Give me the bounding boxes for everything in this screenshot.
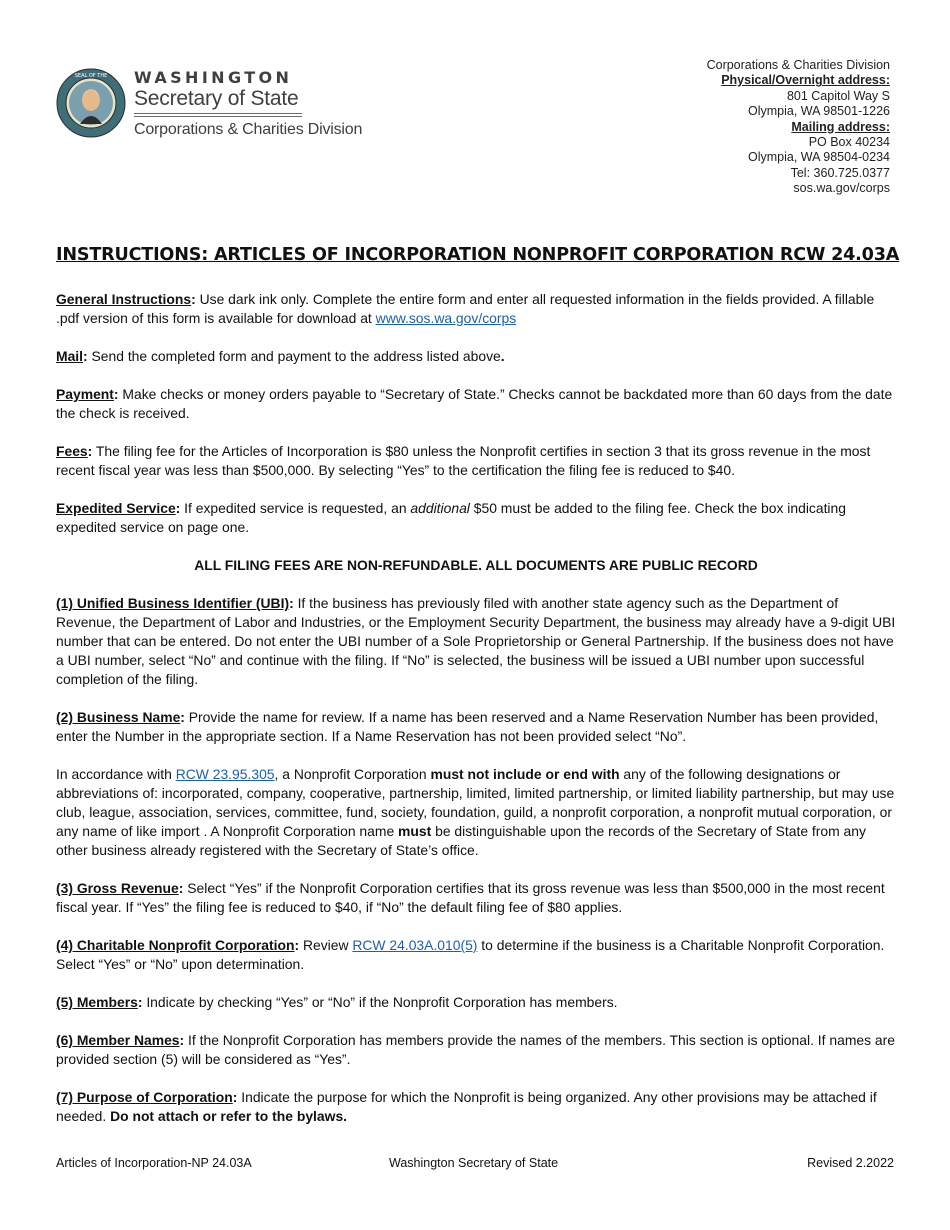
- gross-revenue-instructions: (3) Gross Revenue: Select “Yes” if the Nonprofit Corporation certifies that its gross revenue was less than $500,000 in the most recent fiscal year. If “Yes” the filing fee is reduced to $40, if “No” the default filing fee of $80 applies.: [56, 880, 885, 915]
- logo-line2: Secretary of State: [134, 87, 299, 110]
- mailing-address-label: Mailing address:: [791, 119, 890, 134]
- logo-divider: [134, 116, 302, 117]
- expedited-instructions: Expedited Service: If expedited service is requested, an additional $50 must be added to the filing fee. Check the box indicating expedited service on page one.: [56, 500, 846, 535]
- svg-text:SEAL OF THE: SEAL OF THE: [74, 73, 108, 79]
- website: sos.wa.gov/corps: [793, 181, 890, 196]
- fees-instructions: Fees: The filing fee for the Articles of Incorporation is $80 unless the Nonprofit certifies in section 3 that its gross revenue in the most recent fiscal year was less than $500,000. By selecting “Yes” to the certification the filing fee is reduced to $40.: [56, 443, 871, 478]
- instructions-body: [56, 290, 896, 1145]
- section-label: General Instructions: [56, 291, 192, 307]
- physical-address-line: Olympia, WA 98501-1226: [748, 104, 890, 119]
- logo-line3: Corporations & Charities Division: [134, 121, 363, 138]
- sos-logo: [56, 68, 396, 143]
- telephone: Tel: 360.725.0377: [790, 165, 890, 180]
- address-block: [707, 58, 890, 197]
- logo-line1: WASHINGTON: [134, 68, 293, 87]
- members-instructions: (5) Members: Indicate by checking “Yes” or “No” if the Nonprofit Corporation has members.: [56, 994, 618, 1010]
- section-label: (4) Charitable Nonprofit Corporation: [56, 937, 295, 953]
- section-label: Mail: [56, 348, 84, 364]
- sos-corps-link[interactable]: www.sos.wa.gov/corps: [375, 310, 517, 326]
- business-name-instructions: (2) Business Name: Provide the name for review. If a name has been reserved and a Name Reservation Number has been provided, enter the Number in the appropriate section. If a Name Reservation has not been provided select “No”.: [56, 709, 879, 744]
- state-seal-icon: [56, 68, 126, 138]
- section-label: (2) Business Name: [56, 709, 181, 725]
- footer-agency: Washington Secretary of State: [389, 1156, 559, 1170]
- section-label: (7) Purpose of Corporation: [56, 1089, 233, 1105]
- section-label: Payment: [56, 386, 114, 402]
- section-label: (3) Gross Revenue: [56, 880, 179, 896]
- section-label: (5) Members: [56, 994, 138, 1010]
- physical-address-label: Physical/Overnight address:: [721, 73, 890, 88]
- naming-rules: In accordance with RCW 23.95.305, a Nonprofit Corporation must not include or end with any of the following designations or abbreviations of: incorporated, company, cooperative, partnership, limited, limited partnership, or limited liability partnership, but may use club, league, association, services, committee, fund, society, foundation, guild, a nonprofit corporation, a nonprofit mutual corporation, or any name of like import . A Nonprofit Corporation name must be distinguishable upon the records of the Secretary of State from any other business already registered with the Secretary of State’s office.: [56, 766, 895, 858]
- mail-instructions: Mail: Send the completed form and payment to the address listed above.: [56, 348, 505, 364]
- member-names-instructions: (6) Member Names: If the Nonprofit Corporation has members provide the names of the members. This section is optional. If names are provided section (5) will be considered as “Yes”.: [56, 1032, 895, 1067]
- charitable-instructions: (4) Charitable Nonprofit Corporation: Review RCW 24.03A.010(5) to determine if the business is a Charitable Nonprofit Corporation. Select “Yes” or “No” upon determination.: [56, 937, 885, 972]
- section-label: (6) Member Names: [56, 1032, 180, 1048]
- section-label: (1) Unified Business Identifier (UBI): [56, 595, 290, 611]
- mailing-address-line: PO Box 40234: [808, 135, 890, 150]
- mailing-address-line: Olympia, WA 98504-0234: [748, 150, 890, 165]
- logo-divider: [134, 113, 302, 114]
- footer-revision: Revised 2.2022: [807, 1156, 894, 1170]
- physical-address-line: 801 Capitol Way S: [786, 88, 890, 103]
- address-division: Corporations & Charities Division: [706, 58, 890, 72]
- page-title: INSTRUCTIONS: ARTICLES OF INCORPORATION NONPROFIT CORPORATION RCW 24.03A: [56, 245, 900, 265]
- rcw-23-95-305-link[interactable]: RCW 23.95.305: [175, 766, 275, 782]
- purpose-instructions: (7) Purpose of Corporation: Indicate the purpose for which the Nonprofit is being organized. Any other provisions may be attached if needed. Do not attach or refer to the bylaws.: [56, 1089, 877, 1124]
- ubi-instructions: (1) Unified Business Identifier (UBI): If the business has previously filed with another state agency such as the Department of Revenue, the Department of Labor and Industries, or the Employment Security Department, the business may already have a 9-digit UBI number that can be entered. Do not enter the UBI number of a Sole Proprietorship or General Partnership. If the business does not have a UBI number, select “No” and continue with the filing. If “No” is selected, the business will be issued a UBI number upon successful completion of the filing.: [56, 595, 896, 687]
- rcw-24-03a-link[interactable]: RCW 24.03A.010(5): [352, 937, 478, 953]
- section-label: Fees: [56, 443, 88, 459]
- footer-form-name: Articles of Incorporation-NP 24.03A: [56, 1156, 252, 1170]
- payment-instructions: Payment: Make checks or money orders payable to “Secretary of State.” Checks cannot be backdated more than 60 days from the date the check is received.: [56, 386, 893, 421]
- section-label: Expedited Service: [56, 500, 176, 516]
- refund-notice: ALL FILING FEES ARE NON-REFUNDABLE. ALL DOCUMENTS ARE PUBLIC RECORD: [194, 557, 758, 573]
- page-header: [56, 58, 890, 208]
- general-instructions: General Instructions: Use dark ink only. Complete the entire form and enter all requested information in the fields provided. A fillable .pdf version of this form is available for download at www.sos.wa.gov/corps: [56, 291, 875, 326]
